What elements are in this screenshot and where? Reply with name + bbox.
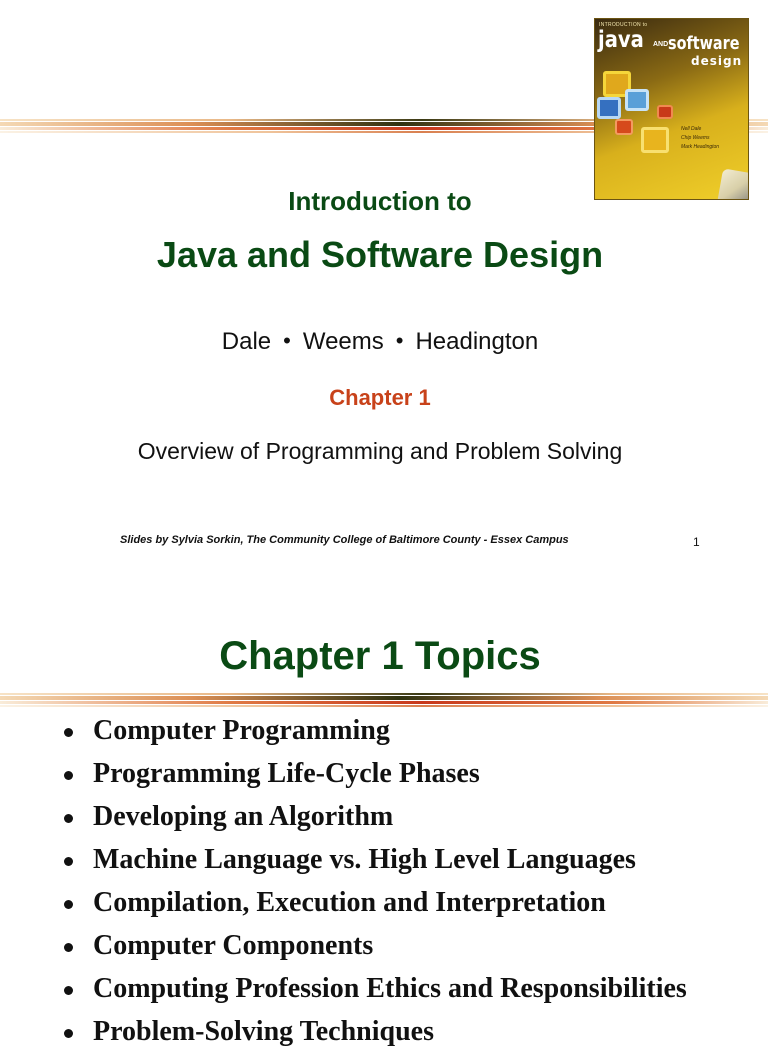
cover-square-shape [615,119,633,135]
cover-software-word: software [668,33,740,54]
bullet-icon [64,986,73,995]
topic-text: Computer Programming [93,715,390,746]
cover-author: Chip Weems [681,135,710,141]
bullet-icon [64,728,73,737]
bullet-separator: • [395,328,404,353]
cover-square-shape [625,89,649,111]
chapter-subtitle: Overview of Programming and Problem Solving [137,438,623,464]
topic-text: Problem-Solving Techniques [93,1016,435,1047]
author-name: Weems [302,328,384,355]
topic-text: Developing an Algorithm [93,801,394,832]
topic-text: Computer Components [93,930,374,961]
cover-authors [681,125,719,152]
topic-text: Programming Life-Cycle Phases [93,758,480,789]
topic-text: Compilation, Execution and Interpretation [93,887,606,918]
topics-slide [0,590,768,1047]
chapter-label: Chapter 1 [329,385,431,410]
author-name: Headington [415,328,539,355]
author-name: Dale [221,328,272,355]
cover-author: Mark Headington [681,144,720,150]
intro-heading: Introduction to [288,186,472,216]
cover-square-shape [597,97,621,119]
decorative-divider [0,693,768,709]
cover-square-shape [657,105,673,119]
book-title: Java and Software Design [156,234,604,275]
slide-title: Chapter 1 Topics [219,634,541,678]
cover-design-word: design [691,54,743,68]
bullet-icon [64,857,73,866]
bullet-icon [64,900,73,909]
book-cover-image [594,18,749,200]
bullet-icon [64,814,73,823]
cover-square-shape [641,127,669,153]
cover-java-word: java [598,27,644,53]
cover-author: Nell Dale [681,126,702,132]
bullet-icon [64,771,73,780]
topic-text: Computing Profession Ethics and Responsibilities [93,973,687,1004]
cover-and-word: AND [653,41,669,48]
bullet-icon [64,943,73,952]
slide-credit: Slides by Sylvia Sorkin, The Community College of Baltimore County - Essex Campus [120,534,569,546]
author-line [0,328,760,356]
bullet-icon [64,1029,73,1038]
topic-text: Machine Language vs. High Level Languages [93,844,636,875]
cover-small-text: INTRODUCTION to [599,22,648,28]
page-number: 1 [693,535,700,549]
bullet-separator: • [283,328,291,353]
